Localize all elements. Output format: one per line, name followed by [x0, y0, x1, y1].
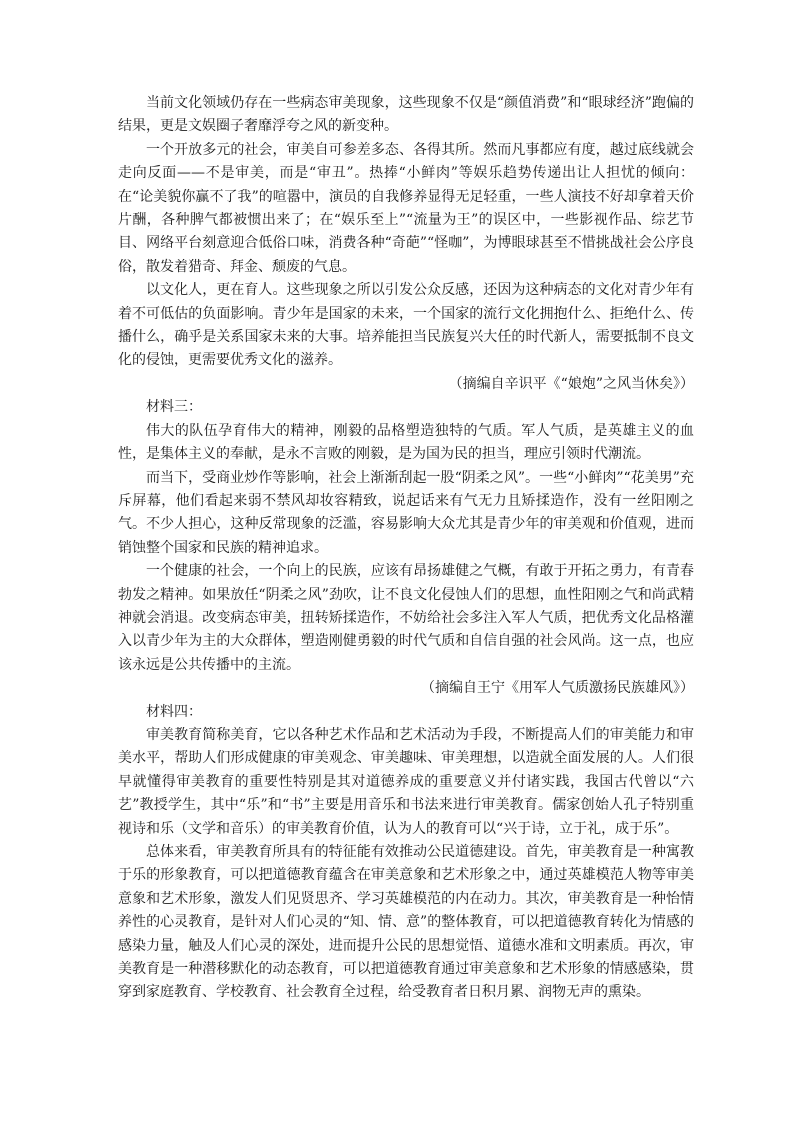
- paragraph: 审美教育简称美育，它以各种艺术作品和艺术活动为手段，不断提高人们的审美能力和审美水平，帮助人们形成健康的审美观念、审美趣味、审美理想，以造就全面发展的人。人们很早就懂得审美教育的重要性特别是其对道德养成的重要意义并付诸实践，我国古代曾以“六艺”教授学生，其中“乐”和“书”主要是用音乐和书法来进行审美教育。儒家创始人孔子特别重视诗和乐（文学和音乐）的审美教育价值，认为人的教育可以“兴于诗，立于礼，成于乐”。: [118, 726, 694, 837]
- section-heading: 材料三：: [146, 399, 202, 416]
- paragraph: 当前文化领域仍存在一些病态审美现象，这些现象不仅是“颜值消费”和“眼球经济”跑偏的结果，更是文娱圈子奢靡浮夸之风的新变种。: [118, 95, 694, 135]
- paragraph: 以文化人，更在育人。这些现象之所以引发公众反感，还因为这种病态的文化对青少年有着不可低估的负面影响。青少年是国家的未来，一个国家的流行文化拥抱什么、拒绝什么、传播什么，确乎是关系国家未来的大事。培养能担当民族复兴大任的时代新人，需要抵制不良文化的侵蚀，更需要优秀文化的滋养。: [118, 282, 694, 369]
- paragraph: 伟大的队伍孕育伟大的精神，刚毅的品格塑造独特的气质。军人气质，是英雄主义的血性，是集体主义的奉献，是永不言败的刚毅，是为国为民的担当，理应引领时代潮流。: [118, 422, 694, 463]
- paragraph: 总体来看，审美教育所具有的特征能有效推动公民道德建设。首先，审美教育是一种寓教于乐的形象教育，可以把道德教育蕴含在审美意象和艺术形象之中，通过英雄模范人物等审美意象和艺术形象，激发人们见贤思齐、学习英雄模范的内在动力。其次，审美教育是一种怡情养性的心灵教育，是针对人们心灵的“知、情、意”的整体教育，可以把道德教育转化为情感的感染力量，触及人们心灵的深处，进而提升公民的思想觉悟、道德水准和文明素质。再次，审美教育是一种潜移默化的动态教育，可以把道德教育通过审美意象和艺术形象的情感感染，贯穿到家庭教育、学校教育、社会教育全过程，给受教育者日积月累、润物无声的熏染。: [118, 844, 694, 1001]
- source-citation: （摘编自王宁《用军人气质激扬民族雄风》）: [421, 680, 694, 697]
- paragraph: 而当下，受商业炒作等影响，社会上渐渐刮起一股“阴柔之风”。一些“小鲜肉”“花美男”充斥屏幕，他们看起来弱不禁风却妆容精致，说起话来有气无力且矫揉造作，没有一丝阳刚之气。不少人担心，这种反常现象的泛滥，容易影响大众尤其是青少年的审美观和价值观，进而销蚀整个国家和民族的精神追求。: [118, 469, 694, 556]
- source-citation: （摘编自辛识平《“娘炮”之风当休矣》）: [448, 375, 694, 392]
- material-four-section: [118, 701, 694, 1005]
- material-three-section: [118, 396, 694, 700]
- paragraph: 一个开放多元的社会，审美自可参差多态、各得其所。然而凡事都应有度，越过底线就会走向反面——不是审美，而是“审丑”。热捧“小鲜肉”等娱乐趋势传递出让人担忧的倾向：在“论美貌你赢不了我”的喧嚣中，演员的自我修养显得无足轻重，一些人演技不好却拿着天价片酬，各种脾气都被惯出来了；在“娱乐至上”“流量为王”的误区中，一些影视作品、综艺节目、网络平台刻意迎合低俗口味，消费各种“奇葩”“怪咖”，为博眼球甚至不惜挑战社会公序良俗，散发着猎奇、拜金、颓废的气息。: [118, 141, 694, 275]
- paragraph: 一个健康的社会，一个向上的民族，应该有昂扬雄健之气概，有敢于开拓之勇力，有青春勃发之精神。如果放任“阴柔之风”劲吹，让不良文化侵蚀人们的思想，血性阳刚之气和尚武精神就会消退。改变病态审美，扭转矫揉造作，不妨给社会多注入军人气质，把优秀文化品格灌入以青少年为主的大众群体，塑造刚健勇毅的时代气质和自信自强的社会风尚。这一点，也应该永远是公共传播中的主流。: [118, 563, 694, 673]
- document-page: [118, 92, 694, 1005]
- section-heading: 材料四：: [146, 703, 202, 720]
- material-two-section: [118, 92, 694, 396]
